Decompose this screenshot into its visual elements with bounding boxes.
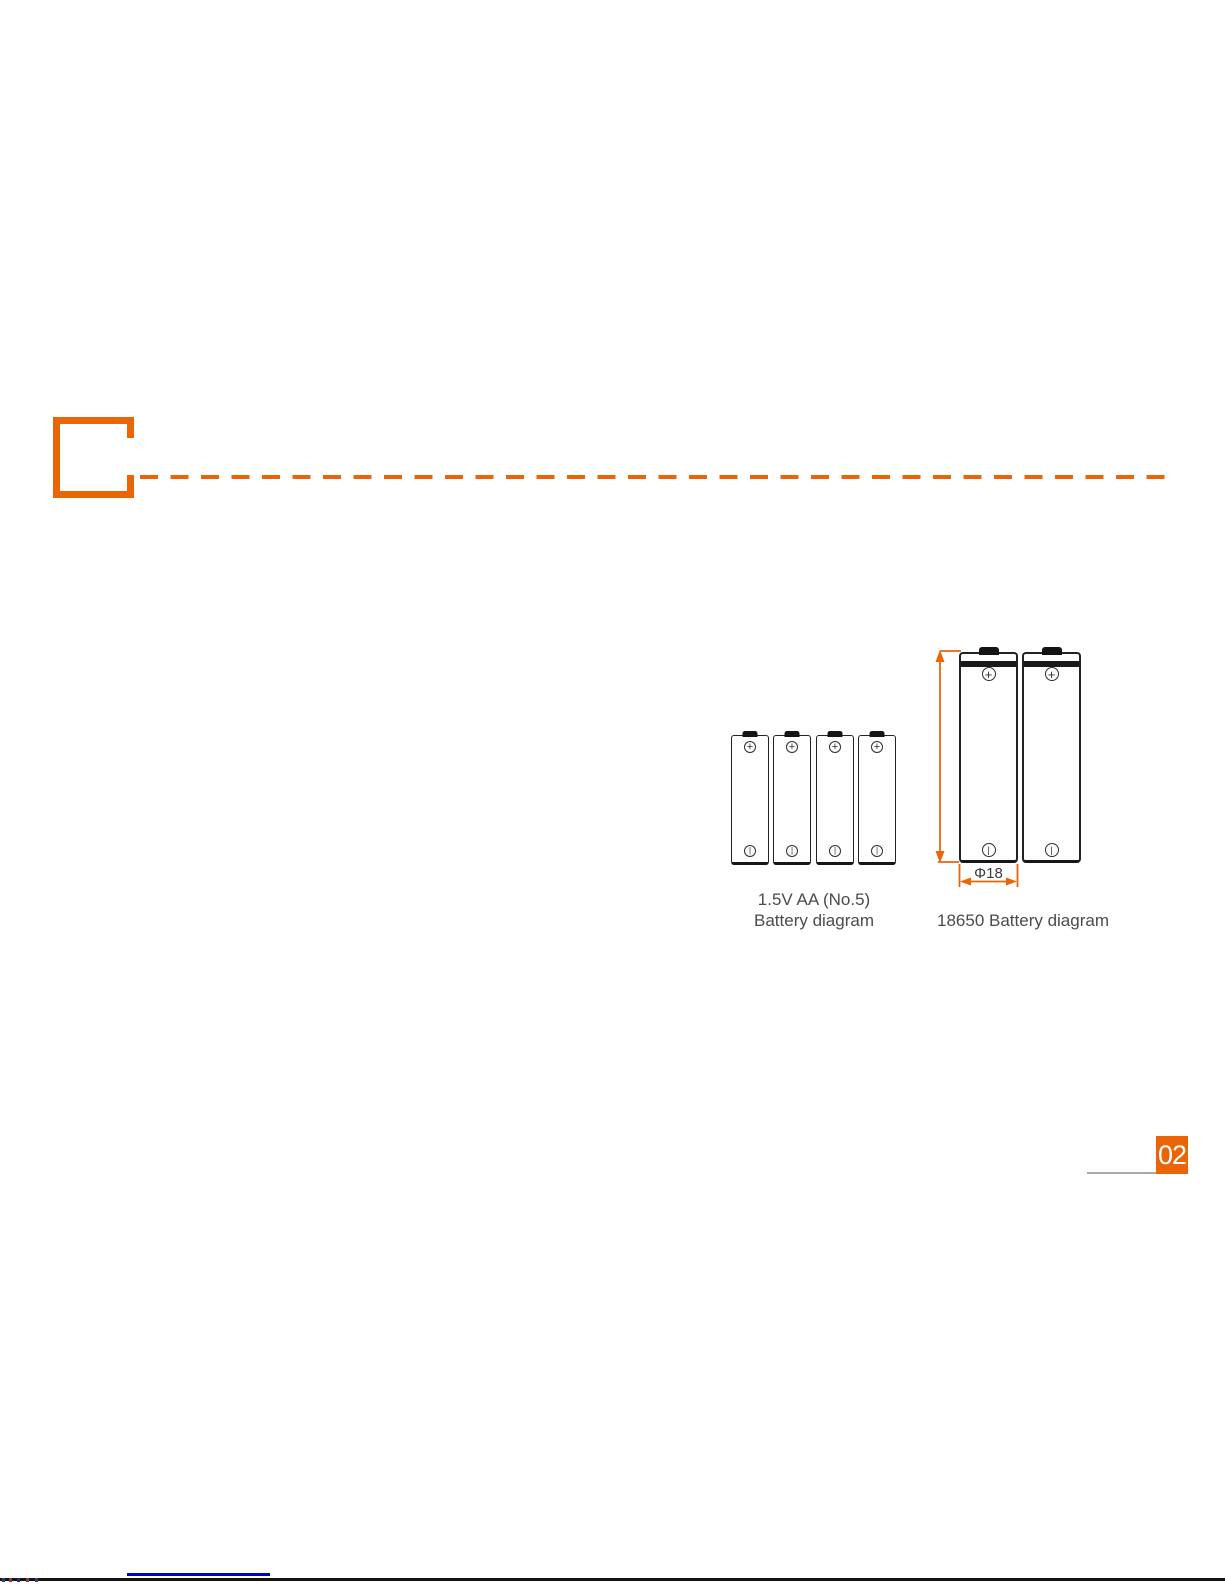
- battery-button-top-icon: [828, 731, 843, 737]
- positive-terminal-icon: +: [871, 741, 883, 753]
- link-underline[interactable]: [127, 1573, 270, 1576]
- positive-terminal-icon: +: [744, 741, 756, 753]
- battery-button-top-icon: [1042, 647, 1062, 655]
- dashed-divider-line: [140, 475, 1166, 479]
- aa-battery: [731, 735, 769, 865]
- positive-terminal-icon: +: [786, 741, 798, 753]
- battery-18650-caption: 18650 Battery diagram: [937, 911, 1109, 930]
- status-text-fragment: [35, 1578, 38, 1582]
- diameter-label: Φ18: [974, 865, 1003, 882]
- marker-square-bottom: [53, 491, 134, 498]
- marker-square-left: [53, 417, 60, 498]
- battery-button-top-icon: [870, 731, 885, 737]
- status-text-fragment: [9, 1578, 12, 1582]
- page-number-badge: 02: [1156, 1136, 1188, 1174]
- battery-button-top-icon: [743, 731, 758, 737]
- positive-terminal-icon: +: [1045, 667, 1059, 681]
- negative-terminal-icon: |: [744, 845, 756, 857]
- status-text-fragment: [26, 1578, 29, 1582]
- positive-terminal-icon: +: [829, 741, 841, 753]
- marker-square-right-top: [127, 417, 134, 438]
- negative-terminal-icon: |: [829, 845, 841, 857]
- negative-terminal-icon: |: [1045, 843, 1059, 857]
- viewer-bottom-edge: [0, 1578, 1225, 1581]
- dimension-lines: [925, 640, 1035, 895]
- marker-square-top: [53, 417, 134, 424]
- negative-terminal-icon: |: [982, 843, 996, 857]
- aa-battery: [773, 735, 811, 865]
- aa-battery: [816, 735, 854, 865]
- battery-button-top-icon: [785, 731, 800, 737]
- status-text-fragment: [2, 1578, 5, 1582]
- page-number-rule: [1087, 1172, 1156, 1174]
- aa-caption-line1: 1.5V AA (No.5): [757, 890, 871, 909]
- marker-square-right-bottom: [127, 475, 134, 498]
- negative-terminal-icon: |: [786, 845, 798, 857]
- positive-terminal-icon: +: [982, 667, 996, 681]
- aa-battery: [858, 735, 896, 865]
- aa-caption-line2: Battery diagram: [754, 911, 874, 930]
- negative-terminal-icon: |: [871, 845, 883, 857]
- aa-battery-caption: [728, 889, 900, 931]
- status-text-fragment: [17, 1578, 20, 1582]
